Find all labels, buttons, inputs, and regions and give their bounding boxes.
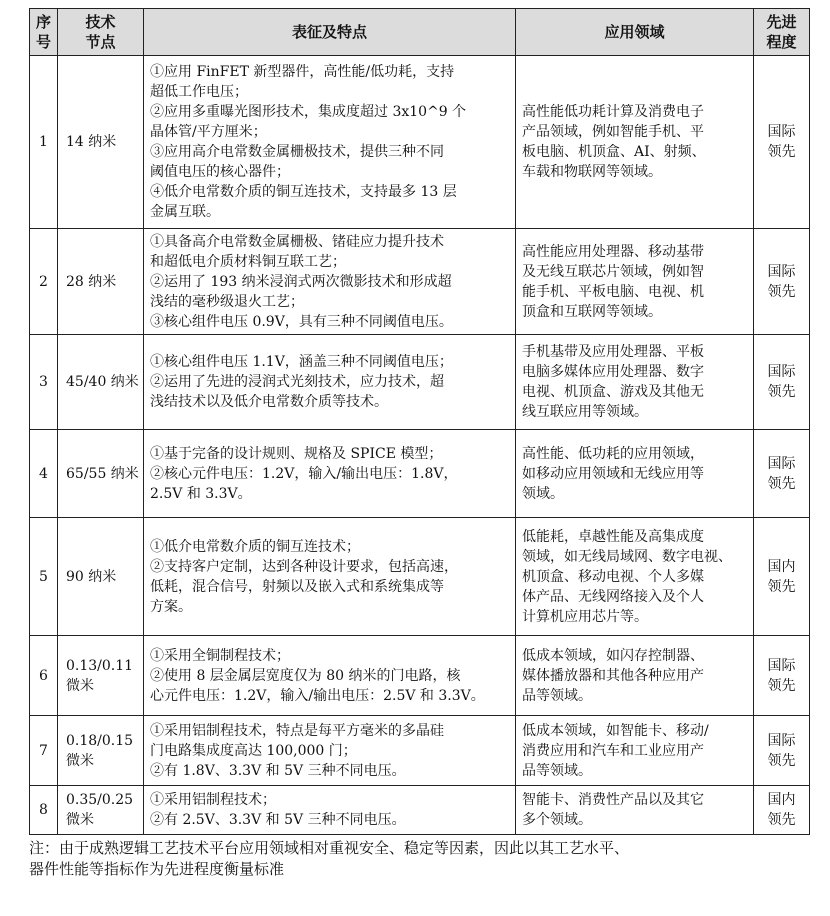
table-row bbox=[30, 518, 810, 636]
cell-features bbox=[144, 335, 516, 430]
cell-apps-line: 车载和物联网等领域。 bbox=[522, 164, 662, 180]
cell-level bbox=[754, 716, 810, 786]
cell-seq: 2 bbox=[30, 229, 58, 335]
cell-level bbox=[754, 786, 810, 835]
cell-features-line: ①采用铝制程技术； bbox=[150, 792, 276, 808]
cell-node bbox=[58, 430, 144, 518]
cell-seq: 4 bbox=[30, 430, 58, 518]
cell-level bbox=[754, 335, 810, 430]
cell-features-line: ②使用 8 层金属层宽度仅为 80 纳米的门电路，核 bbox=[150, 667, 461, 684]
cell-apps bbox=[516, 430, 754, 518]
cell-features-line: 浅结的毫秒级退火工艺； bbox=[150, 293, 304, 310]
cell-apps bbox=[516, 636, 754, 716]
cell-apps-line: 机顶盒、移动电视、个人多媒 bbox=[522, 568, 704, 585]
cell-features-line: ②应用多重曝光图形技术，集成度超过 3x10^9 个 bbox=[150, 104, 467, 120]
cell-seq: 7 bbox=[30, 716, 58, 786]
cell-level-line: 领先 bbox=[767, 578, 796, 595]
cell-features-line: ②运用了 193 纳米浸润式两次微影技术和形成超 bbox=[150, 273, 452, 290]
cell-level bbox=[754, 56, 810, 229]
cell-apps bbox=[516, 716, 754, 786]
cell-features-line: ①核心组件电压 1.1V，涵盖三种不同阈值电压； bbox=[150, 354, 453, 370]
cell-apps-line: 体产品、无线网络接入及个人 bbox=[522, 588, 704, 605]
cell-apps-line: 多个领域。 bbox=[522, 812, 592, 828]
cell-apps-line: 媒体播放器和其他各种应用产 bbox=[522, 667, 704, 684]
process-node-table bbox=[29, 8, 810, 835]
cell-features-line: ③应用高介电常数金属栅极技术，提供三种不同 bbox=[150, 144, 444, 160]
cell-apps-line: 低成本领域，如闪存控制器、 bbox=[522, 647, 704, 664]
cell-features-line: ③核心组件电压 0.9V，具有三种不同阈值电压。 bbox=[150, 313, 453, 330]
cell-apps-line: 消费应用和汽车和工业应用产 bbox=[522, 742, 704, 759]
cell-features bbox=[144, 229, 516, 335]
cell-apps-line: 手机基带及应用处理器、平板 bbox=[522, 344, 704, 360]
cell-seq: 3 bbox=[30, 335, 58, 430]
cell-seq: 5 bbox=[30, 518, 58, 636]
cell-features-line: 方案。 bbox=[150, 598, 192, 615]
cell-features bbox=[144, 716, 516, 786]
cell-apps bbox=[516, 229, 754, 335]
cell-level-line: 领先 bbox=[767, 384, 796, 400]
cell-level-line: 国际 bbox=[767, 455, 796, 472]
table-row bbox=[30, 430, 810, 518]
cell-apps bbox=[516, 518, 754, 636]
cell-features-line: ②支持客户定制，达到各种设计要求，包括高速， bbox=[150, 558, 458, 575]
cell-node-line: 微米 bbox=[66, 812, 94, 828]
cell-features-line: ②有 2.5V、3.3V 和 5V 三种不同电压。 bbox=[150, 812, 406, 828]
cell-level bbox=[754, 636, 810, 716]
table-note: 注：由于成熟逻辑工艺技术平台应用领域相对重视安全、稳定等因素，因此以其工艺水平、 器件性能等指标作为先进程度衡量标准 bbox=[29, 839, 630, 878]
cell-features-line: ①采用全铜制程技术； bbox=[150, 647, 290, 664]
cell-node bbox=[58, 229, 144, 335]
cell-apps-line: 品等领域。 bbox=[522, 762, 592, 779]
table-body bbox=[30, 56, 810, 835]
cell-apps-line: 电视、机顶盒、游戏及其他无 bbox=[522, 384, 704, 400]
cell-node bbox=[58, 335, 144, 430]
cell-level-line: 领先 bbox=[767, 752, 796, 769]
cell-features bbox=[144, 56, 516, 229]
cell-features-line: 超低工作电压； bbox=[150, 84, 248, 100]
cell-node-line: 0.13/0.11 bbox=[66, 657, 134, 674]
cell-level bbox=[754, 430, 810, 518]
cell-features bbox=[144, 636, 516, 716]
cell-seq: 8 bbox=[30, 786, 58, 835]
cell-apps bbox=[516, 786, 754, 835]
cell-node bbox=[58, 518, 144, 636]
cell-features-line: 金属互联。 bbox=[150, 204, 220, 220]
cell-apps-line: 品等领域。 bbox=[522, 687, 592, 704]
cell-apps bbox=[516, 56, 754, 229]
header-apps: 应用领域 bbox=[516, 9, 754, 56]
cell-apps-line: 低能耗，卓越性能及高集成度 bbox=[522, 528, 704, 545]
cell-apps-line: 领域，如无线局域网、数字电视、 bbox=[522, 548, 732, 565]
cell-features-line: 低耗，混合信号，射频以及嵌入式和系统集成等 bbox=[150, 578, 444, 595]
cell-apps-line: 如移动应用领域和无线应用等 bbox=[522, 465, 704, 482]
cell-apps-line: 产品领域，例如智能手机、平 bbox=[522, 124, 704, 140]
header-seq: 序 号 bbox=[30, 9, 58, 56]
cell-node-line: 28 纳米 bbox=[66, 273, 117, 290]
cell-features-line: 阈值电压的核心器件； bbox=[150, 164, 290, 180]
cell-node-line: 0.18/0.15 bbox=[66, 732, 134, 749]
cell-apps-line: 高性能低功耗计算及消费电子 bbox=[522, 104, 704, 120]
cell-features bbox=[144, 430, 516, 518]
cell-node bbox=[58, 56, 144, 229]
cell-level-line: 领先 bbox=[767, 283, 796, 300]
cell-node bbox=[58, 786, 144, 835]
cell-features-line: ④低介电常数介质的铜互连技术，支持最多 13 层 bbox=[150, 184, 457, 200]
cell-seq: 6 bbox=[30, 636, 58, 716]
cell-level-line: 国际 bbox=[767, 364, 796, 380]
cell-level-line: 领先 bbox=[767, 475, 796, 492]
cell-apps-line: 智能卡、消费性产品以及其它 bbox=[522, 792, 704, 808]
cell-features-line: 2.5V 和 3.3V。 bbox=[150, 485, 252, 502]
cell-node-line: 0.35/0.25 bbox=[66, 792, 134, 808]
table-row bbox=[30, 229, 810, 335]
cell-features-line: ①低介电常数介质的铜互连技术； bbox=[150, 538, 360, 555]
cell-apps-line: 领域。 bbox=[522, 485, 564, 502]
cell-level-line: 领先 bbox=[767, 144, 796, 160]
cell-features-line: ①采用铝制程技术，特点是每平方毫米的多晶硅 bbox=[150, 722, 444, 739]
cell-features-line: 浅结技术以及低介电常数介质等技术。 bbox=[150, 394, 388, 410]
cell-level-line: 国际 bbox=[767, 657, 796, 674]
cell-apps-line: 及无线互联芯片领域，例如智 bbox=[522, 263, 704, 280]
cell-features-line: ②运用了先进的浸润式光刻技术，应力技术，超 bbox=[150, 374, 444, 390]
cell-level-line: 国际 bbox=[767, 732, 796, 749]
cell-node bbox=[58, 716, 144, 786]
cell-node-line: 微米 bbox=[66, 677, 94, 694]
cell-features-line: ②有 1.8V、3.3V 和 5V 三种不同电压。 bbox=[150, 762, 406, 779]
cell-node-line: 微米 bbox=[66, 752, 94, 769]
table-header-row bbox=[30, 9, 810, 56]
cell-features bbox=[144, 786, 516, 835]
cell-apps-line: 线互联应用等领域。 bbox=[522, 404, 648, 420]
cell-apps-line: 高性能应用处理器、移动基带 bbox=[522, 243, 704, 260]
cell-level-line: 国际 bbox=[767, 263, 796, 280]
cell-level-line: 领先 bbox=[767, 812, 796, 828]
cell-node-line: 45/40 纳米 bbox=[66, 374, 139, 390]
cell-features-line: 心元件电压：1.2V，输入/输出电压：2.5V 和 3.3V。 bbox=[150, 687, 485, 704]
cell-features bbox=[144, 518, 516, 636]
cell-features-line: 门电路集成度高达 100,000 门； bbox=[150, 742, 357, 759]
table-row bbox=[30, 335, 810, 430]
cell-seq: 1 bbox=[30, 56, 58, 229]
cell-level bbox=[754, 518, 810, 636]
cell-apps-line: 计算机应用芯片等。 bbox=[522, 608, 648, 625]
table-row bbox=[30, 786, 810, 835]
cell-level-line: 国内 bbox=[767, 558, 796, 575]
cell-apps-line: 能手机、平板电脑、电视、机 bbox=[522, 283, 704, 300]
cell-level-line: 国际 bbox=[767, 124, 796, 140]
cell-level-line: 领先 bbox=[767, 677, 796, 694]
cell-node bbox=[58, 636, 144, 716]
header-node: 技术 节点 bbox=[58, 9, 144, 56]
cell-apps-line: 顶盒和互联网等领域。 bbox=[522, 303, 662, 320]
cell-apps-line: 电脑多媒体应用处理器、数字 bbox=[522, 364, 704, 380]
cell-features-line: 和超低电介质材料铜互联工艺； bbox=[150, 253, 346, 270]
table-row bbox=[30, 716, 810, 786]
table-row bbox=[30, 56, 810, 229]
cell-apps-line: 高性能、低功耗的应用领域， bbox=[522, 445, 704, 462]
cell-apps bbox=[516, 335, 754, 430]
cell-apps-line: 低成本领域，如智能卡、移动/ bbox=[522, 722, 709, 739]
cell-features-line: ①应用 FinFET 新型器件，高性能/低功耗，支持 bbox=[150, 64, 455, 80]
cell-features-line: ①具备高介电常数金属栅极、锗硅应力提升技术 bbox=[150, 233, 444, 250]
cell-level bbox=[754, 229, 810, 335]
cell-node-line: 90 纳米 bbox=[66, 568, 117, 585]
cell-node-line: 65/55 纳米 bbox=[66, 465, 139, 482]
cell-apps-line: 板电脑、机顶盒、AI、射频、 bbox=[522, 144, 706, 160]
document bbox=[29, 8, 809, 880]
cell-features-line: ②核心元件电压：1.2V，输入/输出电压：1.8V， bbox=[150, 465, 458, 482]
table-row bbox=[30, 636, 810, 716]
cell-features-line: ①基于完备的设计规则、规格及 SPICE 模型； bbox=[150, 445, 443, 462]
header-features: 表征及特点 bbox=[144, 9, 516, 56]
cell-node-line: 14 纳米 bbox=[66, 134, 117, 150]
header-level: 先进 程度 bbox=[754, 9, 810, 56]
cell-features-line: 晶体管/平方厘米； bbox=[150, 124, 267, 140]
cell-level-line: 国内 bbox=[767, 792, 796, 808]
